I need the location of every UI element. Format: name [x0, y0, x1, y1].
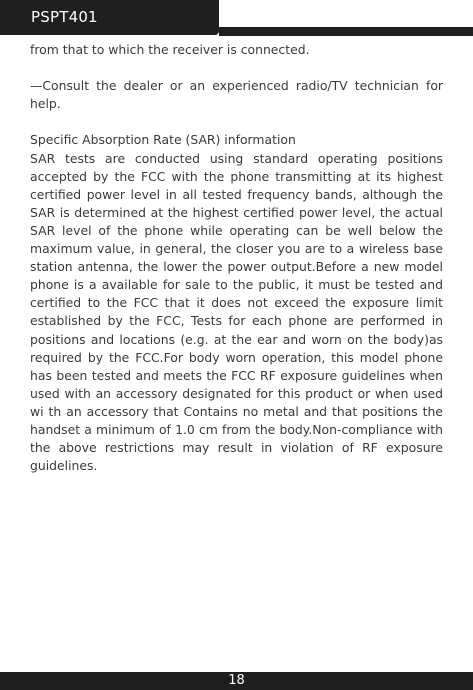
page-number: 18 — [228, 673, 245, 688]
model-title: PSPT401 — [31, 8, 98, 26]
header-strip — [219, 27, 473, 36]
sar-paragraph: SAR tests are conducted using standard operating positions accepted by the FCC with the phone transmitting at its highest certified power level in all tested frequency bands, although the SAR is determined at the highest certified power level, the actual SAR level of the phone while operating can be well below the maximum value, in general, the closer you are to a wireless base station antenna, the lower the power output.Before a new model phone is a available for sale to the public, it must be tested and certified to the FCC that it does not exceed the exposure limit established by the FCC, Tests for each phone are performed in positions and locations (e.g. at the ear and worn on the body)as required by the FCC.For body worn operation, this model phone has been tested and meets the FCC RF exposure guidelines when used with an accessory designated for this product or when used wi th an accessory that Contains no metal and that positions the handset a minimum of 1.0 cm from the body.Non-compliance with the above restrictions may result in violation of RF exposure guidelines. — [30, 150, 443, 474]
header-tab — [0, 0, 219, 35]
document-body — [30, 41, 443, 475]
page-footer — [0, 672, 473, 690]
consult-paragraph: —Consult the dealer or an experienced radio/TV technician for help. — [30, 78, 443, 112]
sar-heading: Specific Absorption Rate (SAR) information — [30, 132, 296, 148]
intro-line: from that to which the receiver is connected. — [30, 42, 310, 57]
page-header — [0, 0, 473, 36]
paragraph-gap — [30, 59, 443, 77]
paragraph-gap — [30, 113, 443, 131]
